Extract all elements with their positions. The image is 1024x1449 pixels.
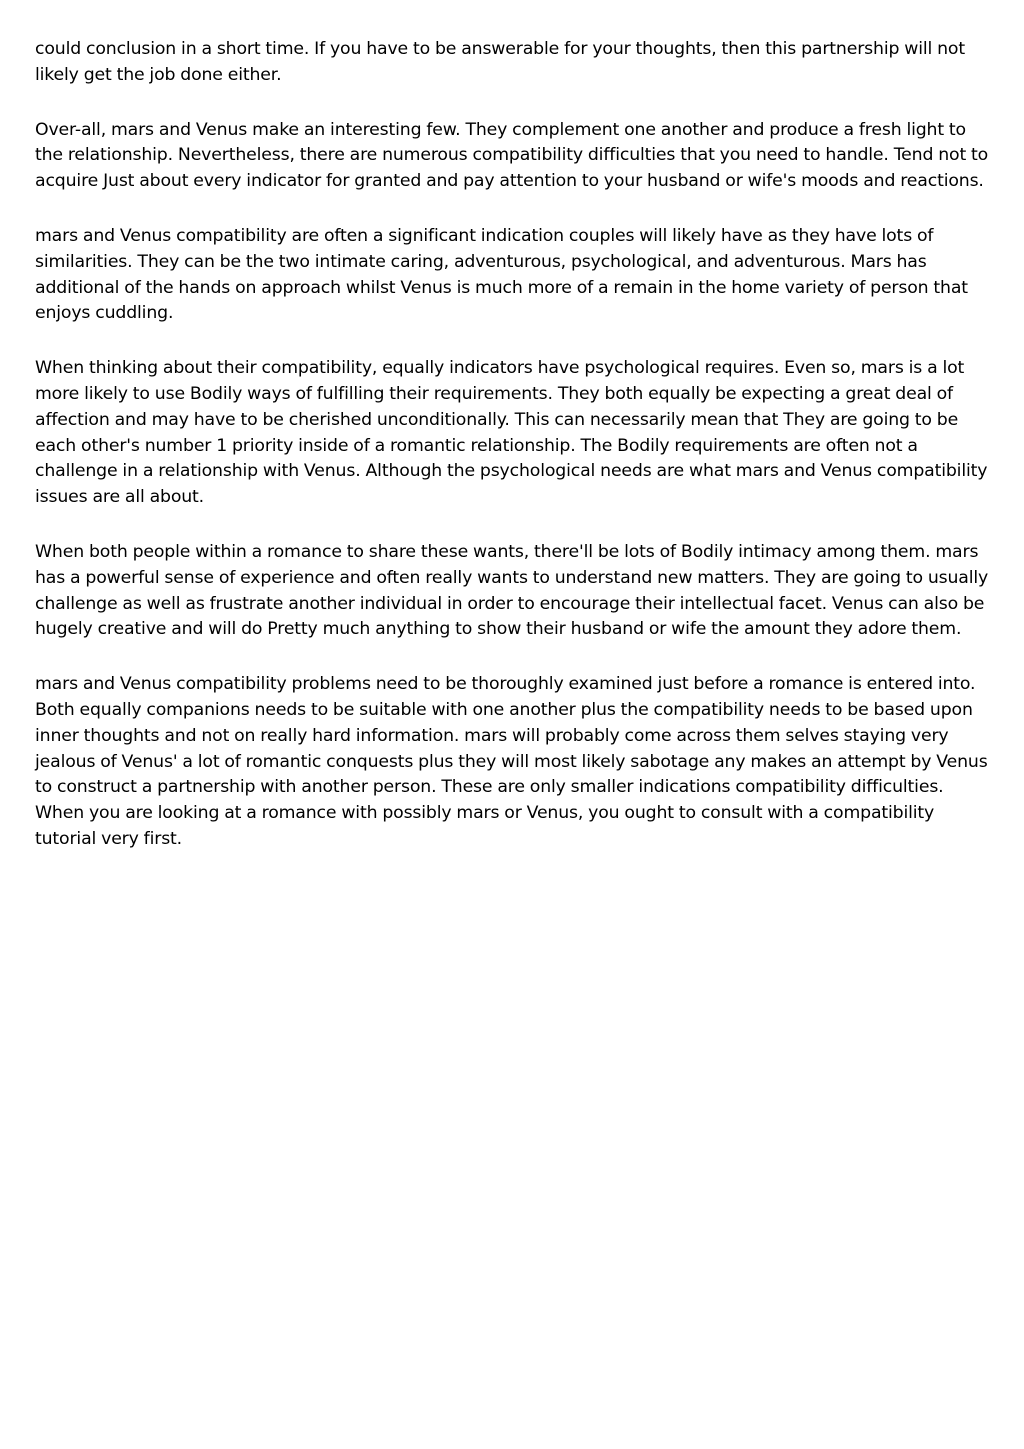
paragraph-6: mars and Venus compatibility problems need to be thoroughly examined just before a romance is entered into. Both equally companions needs to be suitable with one another plus the compatibility needs to be based upon inner thoughts and not on really hard information. mars will probably come across them selves staying very jealous of Venus' a lot of romantic conquests plus they will most likely sabotage any makes an attempt by Venus to construct a partnership with another person. These are only smaller indications compatibility difficulties. When you are looking at a romance with possibly mars or Venus, you ought to consult with a compatibility tutorial very first.: [35, 674, 988, 849]
document-body: [35, 37, 995, 882]
paragraph-3: mars and Venus compatibility are often a significant indication couples will likely have as they have lots of similarities. They can be the two intimate caring, adventurous, psychological, and adventurous. Mars has additional of the hands on approach whilst Venus is much more of a remain in the home variety of person that enjoys cuddling.: [35, 225, 968, 324]
paragraph-4: When thinking about their compatibility, equally indicators have psychological requires. Even so, mars is a lot more likely to use Bodily ways of fulfilling their requirements. They both equally be expecting a great deal of affection and may have to be cherished unconditionally. This can necessarily mean that They are going to be each other's number 1 priority inside of a romantic relationship. The Bodily requirements are often not a challenge in a relationship with Venus. Although the psychological needs are what mars and Venus compatibility issues are all about.: [35, 358, 988, 508]
paragraph-5: When both people within a romance to share these wants, there'll be lots of Bodily intimacy among them. mars has a powerful sense of experience and often really wants to understand new matters. They are going to usually challenge as well as frustrate another individual in order to encourage their intellectual facet. Venus can also be hugely creative and will do Pretty much anything to show their husband or wife the amount they adore them.: [35, 541, 989, 640]
paragraph-2: Over-all, mars and Venus make an interesting few. They complement one another and produce a fresh light to the relationship. Nevertheless, there are numerous compatibility difficulties that you need to handle. Tend not to acquire Just about every indicator for granted and pay attention to your husband or wife's moods and reactions.: [35, 119, 989, 192]
paragraph-1: could conclusion in a short time. If you have to be answerable for your thoughts, then this partnership will not likely get the job done either.: [35, 39, 965, 85]
